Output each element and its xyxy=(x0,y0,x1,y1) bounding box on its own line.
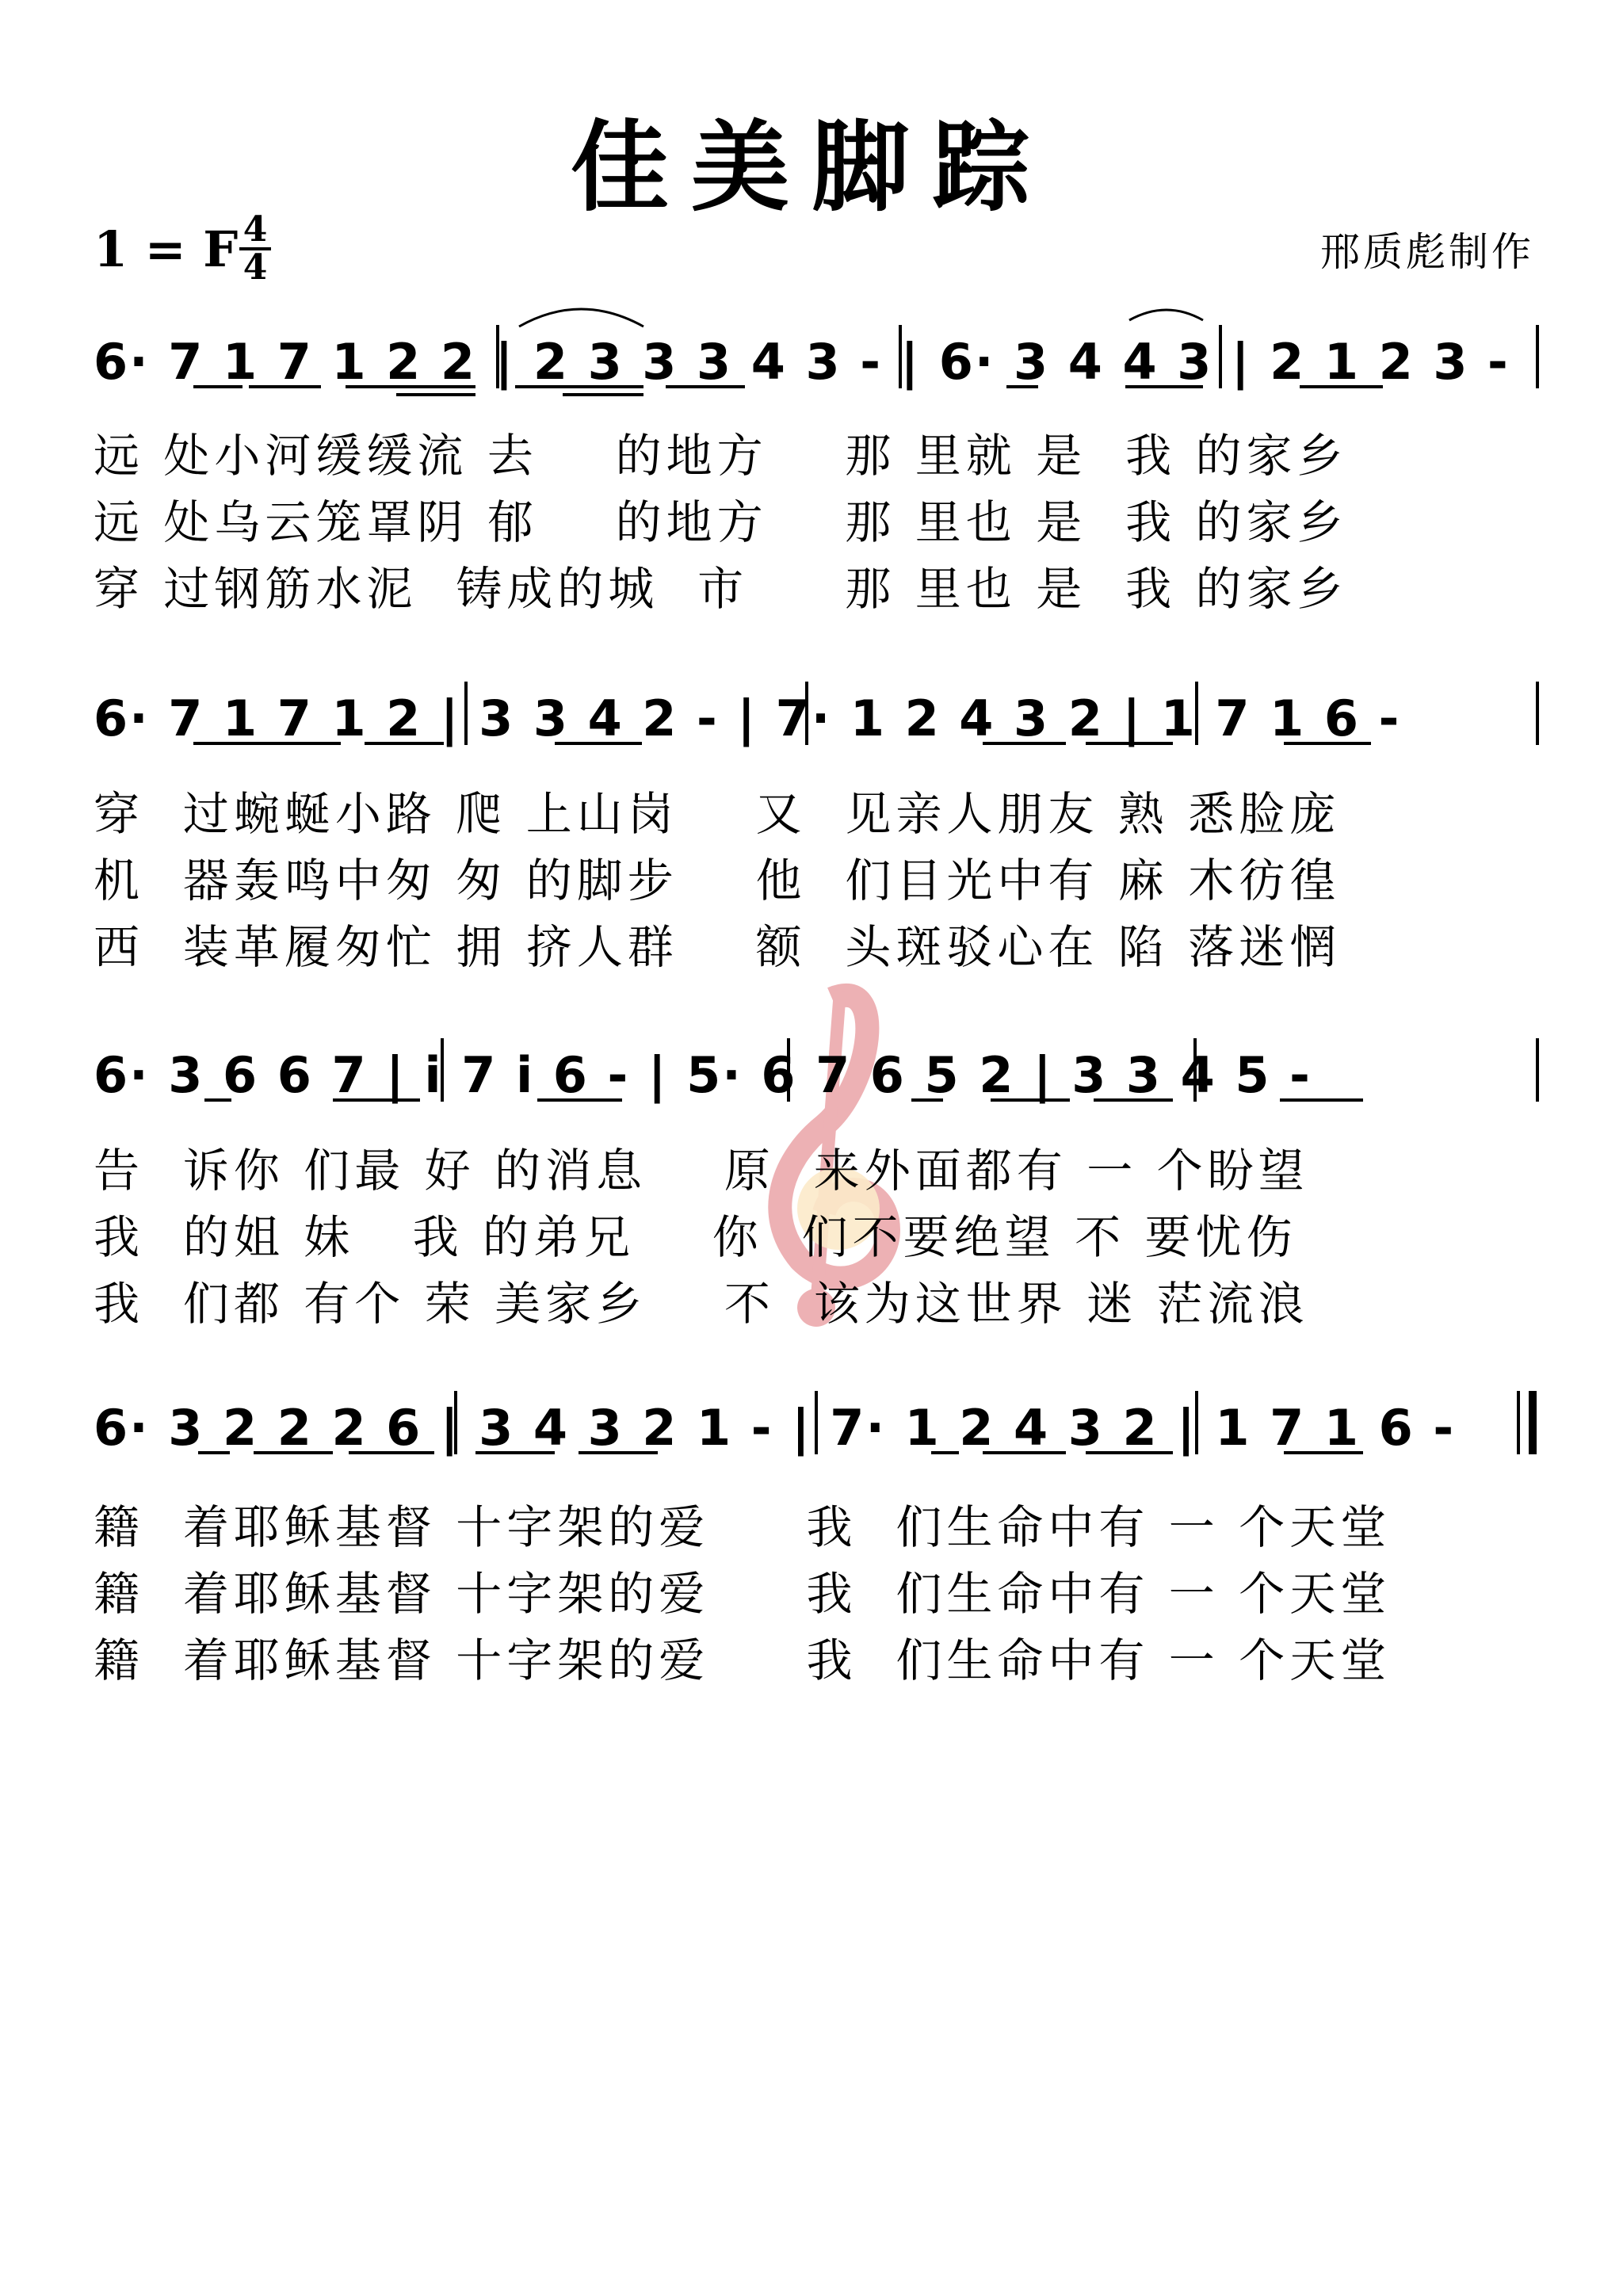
lyrics-system-4-verse-1: 籍 着耶稣基督 十字架的爱 我 们生命中有 一 个天堂 xyxy=(94,1500,1392,1554)
key-signature: 1 = F xyxy=(94,220,239,278)
lyrics-system-3-verse-2: 我 的姐 妹 我 的弟兄 你 们不要绝望 不 要忧伤 xyxy=(94,1210,1297,1264)
ties-system-1 xyxy=(519,309,1203,327)
song-title: 佳美脚踪 xyxy=(570,111,1052,225)
lyrics-system-1-verse-2: 远 处乌云笼罩阴 郁 的地方 那 里也 是 我 的家乡 xyxy=(94,495,1348,549)
notes-system-1: 6· 7 1 7 1 2 2 | 2 3 3 3 4 3 - | 6· 3 4 4 3 | 2 1 2 3 - xyxy=(94,333,1510,391)
time-signature-top: 4 xyxy=(242,209,268,250)
time-signature-bottom: 4 xyxy=(242,247,268,288)
lyrics-system-1-verse-1: 远 处小河缓缓流 去 的地方 那 里就 是 我 的家乡 xyxy=(94,429,1348,483)
notes-system-2: 6· 7 1 7 1 2 | 3 3 4 2 - | 7· 1 2 4 3 2 | 1 7 1 6 - xyxy=(94,690,1401,747)
notes-system-4: 6· 3 2 2 2 6 | 3 4 3 2 1 - | 7· 1 2 4 3 2 | 1 7 1 6 - xyxy=(94,1399,1456,1457)
lyrics-system-2-verse-1: 穿 过蜿蜒小路 爬 上山岗 又 见亲人朋友 熟 悉脸庞 xyxy=(94,787,1341,841)
lyrics-system-2-verse-3: 西 装革履匆忙 拥 挤人群 额 头斑驳心在 陷 落迷惘 xyxy=(94,920,1341,974)
lyrics-system-2-verse-2: 机 器轰鸣中匆 匆 的脚步 他 们目光中有 麻 木彷徨 xyxy=(94,854,1341,907)
lyrics-system-3-verse-3: 我 们都 有个 荣 美家乡 不 该为这世界 迷 茫流浪 xyxy=(94,1277,1309,1331)
lyrics-system-3-verse-1: 告 诉你 们最 好 的消息 原 来外面都有 一 个盼望 xyxy=(94,1144,1309,1198)
lyrics-system-1-verse-3: 穿 过钢筋水泥 铸成的城 市 那 里也 是 我 的家乡 xyxy=(94,562,1348,616)
notes-system-3: 6· 3 6 6 7 | i 7 i 6 - | 5· 6 7 6 5 2 | 3 3 4 5 - xyxy=(94,1046,1312,1104)
lyrics-system-4-verse-3: 籍 着耶稣基督 十字架的爱 我 们生命中有 一 个天堂 xyxy=(94,1633,1392,1687)
author-credit: 邢质彪制作 xyxy=(1320,229,1534,275)
lyrics-system-4-verse-2: 籍 着耶稣基督 十字架的爱 我 们生命中有 一 个天堂 xyxy=(94,1567,1392,1621)
